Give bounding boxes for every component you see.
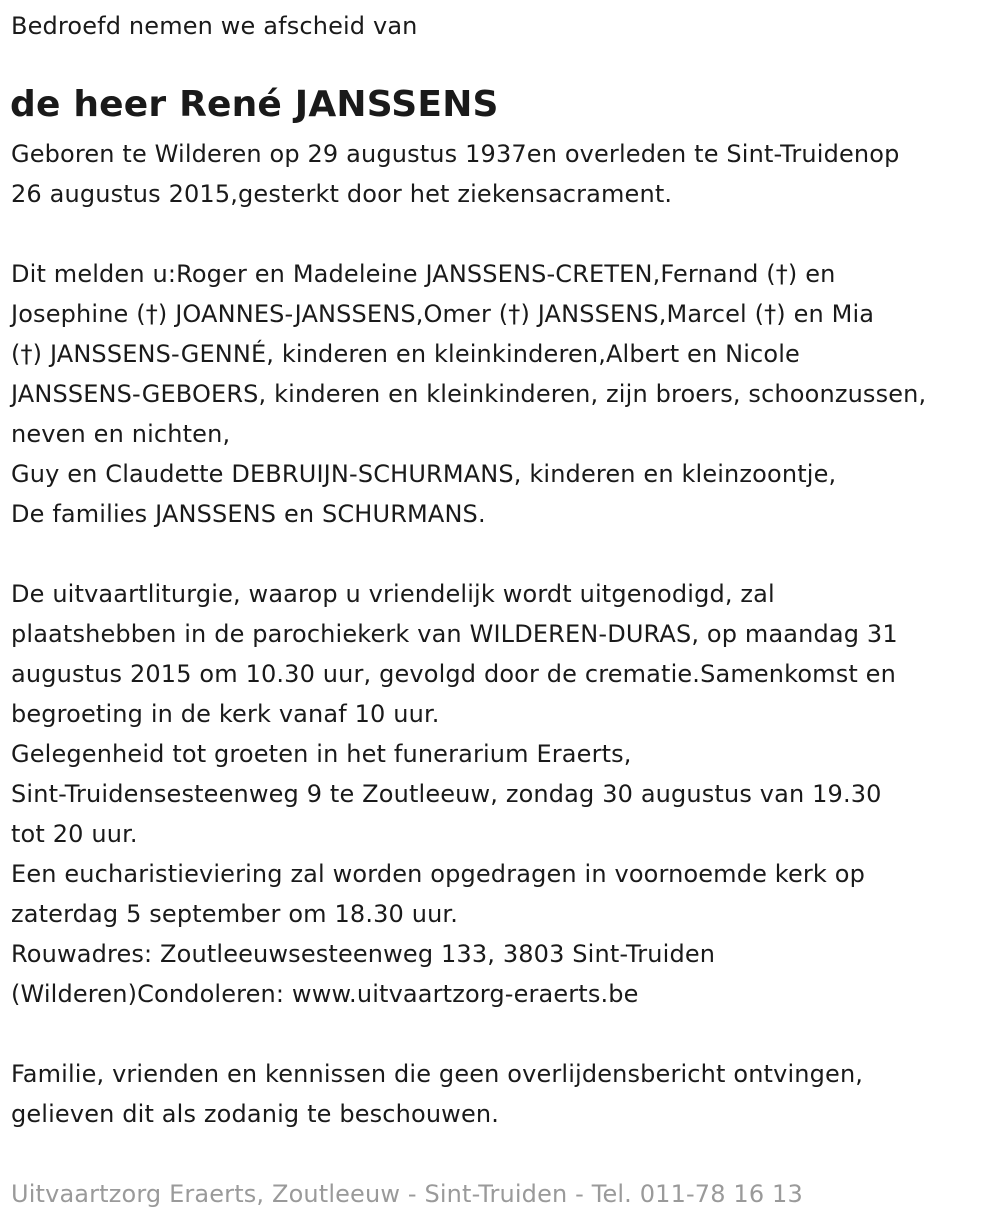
birth-line: Geboren te Wilderen op 29 augustus 1937en overleden te Sint-Truidenop — [11, 140, 900, 168]
family-line: Josephine (†) JOANNES-JANSSENS,Omer (†) JANSSENS,Marcel (†) en Mia — [11, 300, 875, 328]
family-line: Dit melden u:Roger en Madeleine JANSSENS-CRETEN,Fernand (†) en — [11, 260, 836, 288]
family-line: Guy en Claudette DEBRUIJN-SCHURMANS, kinderen en kleinzoontje, — [11, 460, 837, 488]
deceased-name: de heer René JANSSENS — [10, 84, 499, 125]
intro-text: Bedroefd nemen we afscheid van — [11, 12, 418, 40]
ceremony-line: plaatshebben in de parochiekerk van WILDEREN-DURAS, op maandag 31 — [11, 620, 898, 648]
ceremony-line: De uitvaartliturgie, waarop u vriendelijk wordt uitgenodigd, zal — [11, 580, 775, 608]
ceremony-line: (Wilderen)Condoleren: www.uitvaartzorg-eraerts.be — [11, 980, 639, 1008]
closing-line: gelieven dit als zodanig te beschouwen. — [11, 1100, 500, 1128]
ceremony-line: augustus 2015 om 10.30 uur, gevolgd door de crematie.Samenkomst en — [11, 660, 896, 688]
family-line: neven en nichten, — [11, 420, 231, 448]
ceremony-line: Gelegenheid tot groeten in het funerarium Eraerts, — [11, 740, 632, 768]
ceremony-line: Een eucharistieviering zal worden opgedragen in voornoemde kerk op — [11, 860, 865, 888]
family-line: De families JANSSENS en SCHURMANS. — [11, 500, 486, 528]
ceremony-line: Sint-Truidensesteenweg 9 te Zoutleeuw, zondag 30 augustus van 19.30 — [11, 780, 882, 808]
family-line: (†) JANSSENS-GENNÉ, kinderen en kleinkinderen,Albert en Nicole — [11, 340, 800, 368]
family-line: JANSSENS-GEBOERS, kinderen en kleinkinderen, zijn broers, schoonzussen, — [11, 380, 927, 408]
closing-line: Familie, vrienden en kennissen die geen overlijdensbericht ontvingen, — [11, 1060, 864, 1088]
ceremony-line: zaterdag 5 september om 18.30 uur. — [11, 900, 459, 928]
ceremony-line: Rouwadres: Zoutleeuwsesteenweg 133, 3803 Sint-Truiden — [11, 940, 716, 968]
ceremony-line: begroeting in de kerk vanaf 10 uur. — [11, 700, 440, 728]
ceremony-line: tot 20 uur. — [11, 820, 138, 848]
birth-line: 26 augustus 2015,gesterkt door het ziekensacrament. — [11, 180, 673, 208]
funeral-home-footer: Uitvaartzorg Eraerts, Zoutleeuw - Sint-Truiden - Tel. 011-78 16 13 — [11, 1180, 803, 1208]
